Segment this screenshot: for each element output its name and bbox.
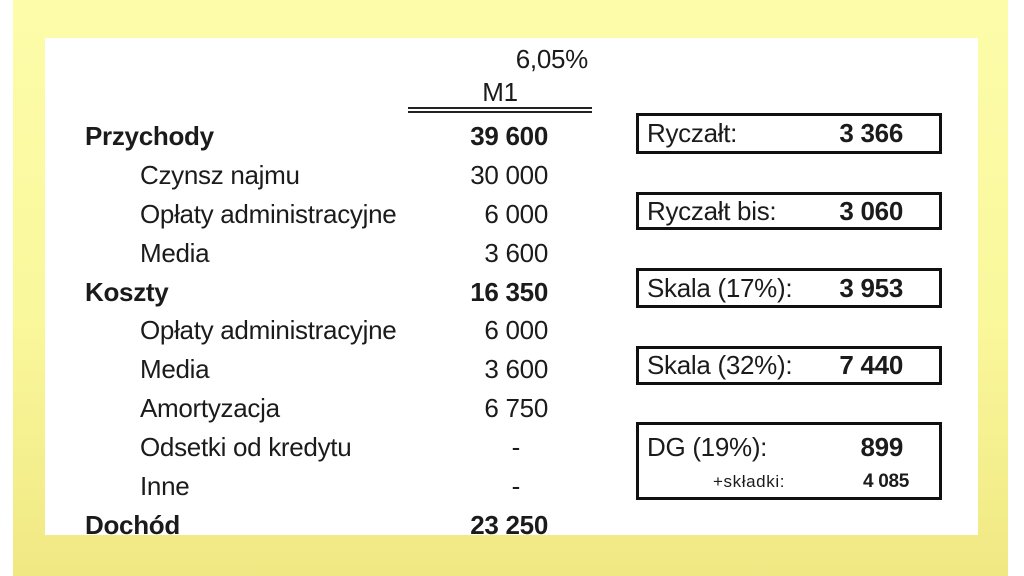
table-row <box>85 156 548 195</box>
tax-box-main-line <box>639 426 939 468</box>
row-label: Opłaty administracyjne <box>140 315 397 346</box>
row-label: Czynsz najmu <box>140 159 300 190</box>
tax-box-skala-32 <box>636 346 942 385</box>
tax-box-value: 3 953 <box>839 272 903 303</box>
tax-box-value: 7 440 <box>839 350 903 380</box>
tax-box-value: 3 060 <box>839 195 903 226</box>
row-label: Koszty <box>85 276 169 307</box>
row-label: Media <box>140 354 210 385</box>
row-label: Inne <box>140 470 190 501</box>
row-value: - <box>511 470 520 501</box>
income-statement-table <box>85 117 548 545</box>
tax-box-label: Skala (32%): <box>647 350 793 380</box>
row-value: 23 250 <box>470 509 548 540</box>
tax-box-label: Skala (17%): <box>647 272 793 303</box>
table-row <box>85 117 548 156</box>
table-row <box>85 234 548 273</box>
tax-box-value: 899 <box>860 431 903 462</box>
worksheet-area <box>45 38 978 540</box>
table-row <box>85 389 548 428</box>
table-row <box>85 467 548 506</box>
double-underline <box>408 107 592 113</box>
tax-box-ryczalt-bis <box>636 192 942 230</box>
row-value: 16 350 <box>470 276 548 307</box>
yield-rate: 6,05% <box>515 44 588 74</box>
tax-box-sub-line <box>639 468 939 496</box>
row-value: 3 600 <box>484 237 548 268</box>
row-label: Media <box>140 237 210 268</box>
tax-box-label: Ryczałt: <box>647 118 738 148</box>
table-row <box>85 506 548 545</box>
row-value: 39 600 <box>470 120 548 151</box>
table-row <box>85 311 548 350</box>
tax-box-dg <box>636 422 942 500</box>
row-value: 6 000 <box>484 198 548 229</box>
tax-box-sub-label: +składki: <box>713 472 786 491</box>
table-row <box>85 273 548 312</box>
tax-box-ryczalt <box>636 113 942 154</box>
row-value: 6 000 <box>484 315 548 346</box>
row-label: Opłaty administracyjne <box>140 198 397 229</box>
column-header: M1 <box>482 77 518 107</box>
row-label: Przychody <box>85 120 214 151</box>
row-value: 3 600 <box>484 354 548 385</box>
tax-box-sub-value: 4 085 <box>862 471 909 492</box>
tax-box-value: 3 366 <box>839 118 903 148</box>
table-row <box>85 350 548 389</box>
tax-box-skala-17 <box>636 268 942 308</box>
row-value: 30 000 <box>470 159 548 190</box>
table-row <box>85 428 548 467</box>
row-label: Amortyzacja <box>140 393 280 424</box>
table-row <box>85 195 548 234</box>
tax-box-label: DG (19%): <box>647 431 768 462</box>
row-value: - <box>511 432 520 463</box>
row-label: Odsetki od kredytu <box>140 432 352 463</box>
row-value: 6 750 <box>484 393 548 424</box>
tax-box-label: Ryczałt bis: <box>647 195 777 226</box>
row-label: Dochód <box>85 509 180 540</box>
